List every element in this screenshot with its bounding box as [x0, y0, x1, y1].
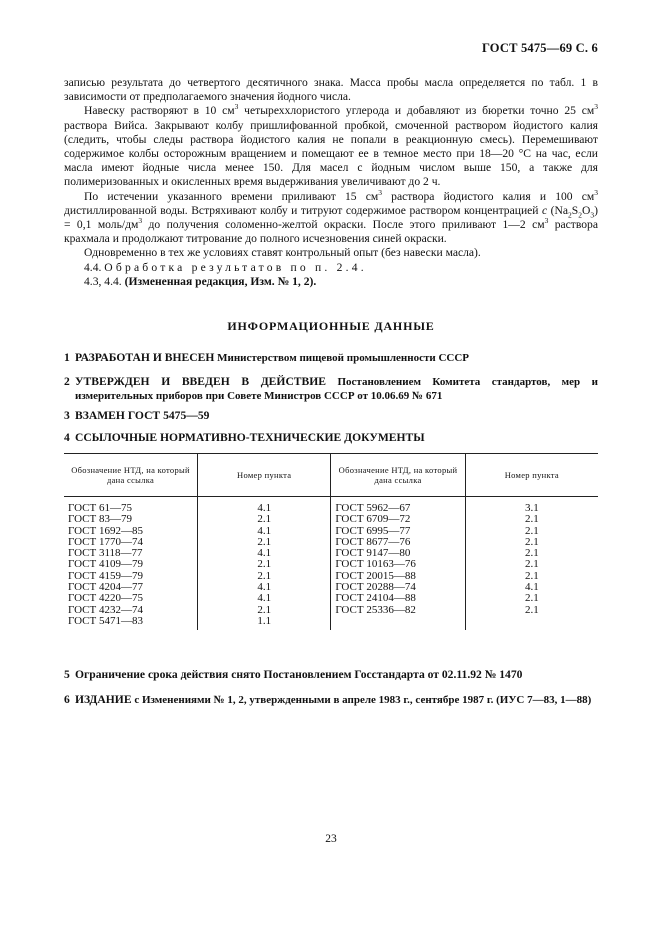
- text-run: Навеску растворяют в 10 см: [84, 104, 235, 118]
- item-text: [64, 693, 598, 707]
- point-cell: 2.1: [257, 569, 272, 582]
- item-body: с Изменениями № 1, 2, утвержденными в апреле 1983 г., сентябре 1987 г. (ИУС 7—83, 1—88): [131, 694, 592, 706]
- item-body: Постановлением Комитета стандартов, мер и измерительных приборов при Совете Министров СССР от 10.06.69 № 671: [75, 376, 598, 403]
- text-run: раствора Вийса. Закрывают колбу пришлифованной пробкой, смоченной раствором йодистого калия (следить, чтобы следы раствора йодистого калия не попали в реакционную смесь). Перемешивают содержимое колбы осторожным вращением и помещают ее в темное место при 18—20 °С на час, если масла имеют йодные числа менее 150. Для масел с йодным числом выше 150, а также для полимеризованных и окисленных время выдерживания увеличивают до 2 ч.: [64, 118, 598, 189]
- doc-cell: ГОСТ 61—75: [68, 502, 132, 514]
- superscript: 3: [138, 216, 143, 226]
- text-run: раствора крахмала и продолжают титрование до полного исчезновения синей окраски.: [64, 218, 598, 246]
- info-item-4: [64, 431, 598, 445]
- item-body: Министерством пищевой промышленности СССР: [214, 352, 470, 364]
- point-cell: 4.1: [257, 502, 272, 514]
- point-cell: 2.1: [524, 603, 539, 616]
- point-cell: 4.1: [257, 581, 272, 594]
- item-heading: ВЗАМЕН ГОСТ 5475—59: [75, 409, 210, 422]
- doc-cell: ГОСТ 25336—82: [335, 603, 416, 616]
- right-points-column: [465, 497, 598, 631]
- point-cell: 2.1: [257, 603, 272, 616]
- superscript: 3: [378, 187, 382, 197]
- revision-note: (Измененная редакция, Изм. № 1, 2).: [124, 274, 317, 288]
- left-points-column: [198, 497, 331, 631]
- text-run: четыреххлористого углерода и добавляют из бюретки точно 25 см: [238, 104, 595, 118]
- paragraph-continuation: записью результата до четвертого десятичного знака. Масса пробы масла определяется по табл. 1 в зависимости от предполагаемого значения йодного числа.: [64, 76, 598, 104]
- text-run: 4.3, 4.4.: [84, 274, 125, 288]
- doc-cell: ГОСТ 6995—77: [335, 524, 411, 537]
- doc-cell: ГОСТ 4220—75: [68, 592, 143, 605]
- variable-c: c: [542, 203, 548, 217]
- right-docs-column: [331, 497, 465, 631]
- point-cell: 2.1: [257, 535, 272, 548]
- superscript: 3: [594, 187, 598, 197]
- doc-cell: ГОСТ 4232—74: [68, 603, 143, 616]
- item-heading: РАЗРАБОТАН И ВНЕСЕН: [75, 351, 215, 364]
- item-number: 1: [64, 351, 70, 364]
- point-cell: 4.1: [257, 524, 272, 537]
- item-text: [64, 375, 598, 403]
- doc-cell: ГОСТ 24104—88: [335, 592, 416, 605]
- paragraph-titration: [64, 187, 598, 247]
- point-cell: 2.1: [524, 547, 539, 560]
- doc-cell: ГОСТ 4109—79: [68, 558, 143, 571]
- subscript: 2: [578, 210, 582, 220]
- item-heading: ССЫЛОЧНЫЕ НОРМАТИВНО-ТЕХНИЧЕСКИЕ ДОКУМЕНТЫ: [75, 431, 425, 444]
- item-number: 5: [64, 668, 70, 681]
- table-row: [64, 497, 598, 631]
- table-header-row: [64, 454, 598, 497]
- doc-cell: ГОСТ 5471—83: [68, 614, 143, 627]
- point-cell: 3.1: [524, 502, 539, 514]
- subscript: 2: [568, 210, 572, 220]
- doc-cell: ГОСТ 83—79: [68, 513, 132, 526]
- doc-cell: ГОСТ 4204—77: [68, 581, 143, 594]
- item-number: 2: [64, 375, 70, 388]
- superscript: 3: [594, 102, 598, 112]
- point-cell: 4.1: [257, 547, 272, 560]
- header-point-left: Номер пункта: [198, 454, 331, 497]
- info-item-3: [64, 409, 598, 423]
- doc-cell: ГОСТ 5962—67: [335, 502, 411, 514]
- text-run: S: [571, 203, 579, 217]
- paragraph-revision-note: [64, 275, 598, 289]
- text-run: ) = 0,1 моль/дм: [64, 203, 598, 232]
- point-cell: 2.1: [524, 535, 539, 548]
- header-doc-left: Обозначение НТД, на который дана ссылка: [64, 454, 198, 497]
- info-item-1: [64, 351, 598, 365]
- point-cell: 2.1: [257, 513, 272, 526]
- point-cell: 1.1: [257, 614, 272, 627]
- header-point-right: Номер пункта: [465, 454, 598, 497]
- item-text: [64, 668, 598, 682]
- page-header: ГОСТ 5475—69 С. 6: [481, 41, 598, 55]
- doc-cell: ГОСТ 6709—72: [335, 513, 411, 526]
- doc-cell: ГОСТ 3118—77: [68, 547, 143, 560]
- point-cell: 2.1: [524, 592, 539, 605]
- point-cell: 2.1: [524, 558, 539, 571]
- doc-cell: ГОСТ 10163—76: [335, 558, 416, 571]
- section-title: ИНФОРМАЦИОННЫЕ ДАННЫЕ: [227, 319, 435, 333]
- text-run: По истечении указанного времени приливают 15 см: [84, 189, 379, 203]
- info-item-5: [64, 668, 598, 682]
- item-number: 6: [64, 693, 70, 706]
- paragraph-control-test: Одновременно в тех же условиях ставят контрольный опыт (без навески масла).: [84, 246, 481, 260]
- paragraph-sample-dissolving: [64, 104, 598, 189]
- item-heading: Ограничение срока действия снято Постановлением Госстандарта от 02.11.92 № 1470: [75, 668, 523, 681]
- page-number: 23: [325, 833, 337, 845]
- text-run: дистиллированной воды. Встряхивают колбу и титруют содержимое раствором концентрацией: [64, 203, 543, 217]
- point-cell: 4.1: [524, 581, 539, 594]
- item-number: 4: [64, 431, 70, 444]
- text-run: до получения соломенно-желтой окраски. После этого приливают 1—2 см: [142, 218, 545, 232]
- point-cell: 2.1: [524, 513, 539, 526]
- paragraph-results: [64, 261, 598, 275]
- text-run: по п. 2.4.: [284, 260, 367, 274]
- doc-cell: ГОСТ 20015—88: [335, 569, 416, 582]
- point-cell: 2.1: [524, 524, 539, 537]
- left-docs-column: [64, 497, 198, 631]
- point-cell: 2.1: [524, 569, 539, 582]
- point-cell: 2.1: [257, 558, 272, 571]
- text-run: 4.4.: [84, 260, 105, 274]
- doc-cell: ГОСТ 9147—80: [335, 547, 411, 560]
- doc-cell: ГОСТ 20288—74: [335, 581, 416, 594]
- spaced-heading: Обработка результатов: [104, 260, 285, 274]
- text-run: раствора йодистого калия и 100 см: [381, 189, 595, 203]
- item-text: [64, 409, 598, 423]
- header-doc-right: Обозначение НТД, на который дана ссылка: [331, 454, 465, 497]
- superscript: 3: [234, 102, 239, 112]
- point-cell: 4.1: [257, 592, 272, 605]
- info-item-6: [64, 693, 598, 707]
- item-text: [64, 431, 598, 445]
- doc-cell: ГОСТ 8677—76: [335, 535, 411, 548]
- info-item-2: [64, 375, 598, 403]
- references-table: [64, 453, 598, 630]
- method-text: [64, 76, 598, 289]
- text-run: (Na: [547, 203, 569, 217]
- doc-cell: ГОСТ 1770—74: [68, 535, 143, 548]
- item-text: [64, 351, 598, 365]
- item-heading: ИЗДАНИЕ: [75, 693, 132, 706]
- doc-cell: ГОСТ 1692—85: [68, 524, 143, 537]
- text-run: O: [582, 203, 591, 217]
- subscript: 3: [590, 210, 595, 220]
- superscript: 3: [544, 216, 549, 226]
- item-heading: УТВЕРЖДЕН И ВВЕДЕН В ДЕЙСТВИЕ: [75, 375, 327, 388]
- item-number: 3: [64, 409, 70, 422]
- doc-cell: ГОСТ 4159—79: [68, 569, 143, 582]
